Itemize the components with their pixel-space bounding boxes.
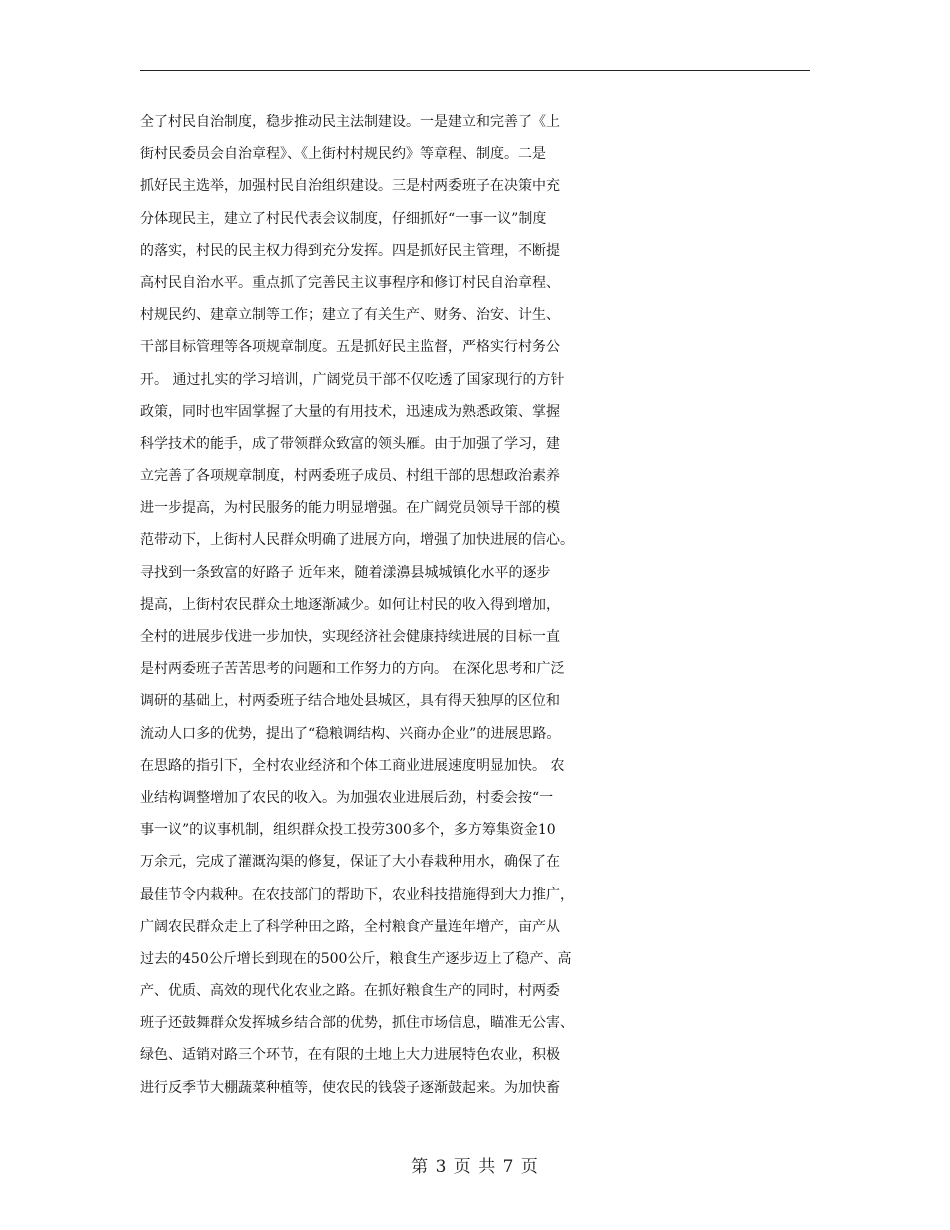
text-line: 产、优质、高效的现代化农业之路。在抓好粮食生产的同时，村两委 [140,983,560,1000]
text-line: 抓好民主选举，加强村民自治组织建设。三是村两委班子在决策中充 [140,178,560,195]
text-line: 立完善了各项规章制度，村两委班子成员、村组干部的思想政治素养 [140,468,560,485]
header-rule [140,70,810,71]
text-line: 的落实，村民的民主权力得到充分发挥。四是抓好民主管理，不断提 [140,242,560,259]
text-line: 提高，上街村农民群众土地逐渐减少。如何让村民的收入得到增加， [140,596,560,613]
text-line: 干部目标管理等各项规章制度。五是抓好民主监督，严格实行村务公 [140,339,560,356]
document-body [140,106,820,1104]
text-line: 分体现民主，建立了村民代表会议制度，仔细抓好“一事一议”制度 [140,210,547,227]
text-line: 全了村民自治制度，稳步推动民主法制建设。一是建立和完善了《上 [140,114,560,130]
text-line: 在思路的指引下，全村农业经济和个体工商业进展速度明显加快。 农 [140,757,565,774]
text-line: 科学技术的能手，成了带领群众致富的领头雁。由于加强了学习，建 [140,435,560,452]
text-line: 进一步提高，为村民服务的能力明显增强。在广阔党员领导干部的模 [140,500,560,517]
text-line: 过去的450公斤增长到现在的500公斤，粮食生产逐步迈上了稳产、高 [140,950,572,967]
text-line: 流动人口多的优势，提出了“稳粮调结构、兴商办企业”的进展思路。 [140,725,561,742]
text-line: 是村两委班子苦苦思考的问题和工作努力的方向。 在深化思考和广泛 [140,661,565,678]
text-line: 政策，同时也牢固掌握了大量的有用技术，迅速成为熟悉政策、掌握 [140,403,560,420]
text-line: 业结构调整增加了农民的收入。为加强农业进展后劲，村委会按“一 [140,789,554,806]
text-line: 开。 通过扎实的学习培训，广阔党员干部不仅吃透了国家现行的方针 [140,371,565,388]
page-number-footer: 第 3 页 共 7 页 [411,1157,539,1177]
text-line: 高村民自治水平。重点抓了完善民主议事程序和修订村民自治章程、 [140,274,560,291]
text-line: 街村民委员会自治章程》、《上街村村规民约》等章程、制度。二是 [140,146,546,163]
text-line: 范带动下，上街村人民群众明确了进展方向，增强了加快进展的信心。 [140,532,574,549]
text-line: 万余元，完成了灌溉沟渠的修复，保证了大小春栽种用水，确保了在 [140,854,560,871]
text-line: 寻找到一条致富的好路子 近年来，随着漾濞县城城镇化水平的逐步 [140,564,551,581]
text-line: 广阔农民群众走上了科学种田之路，全村粮食产量连年增产，亩产从 [140,918,560,935]
text-line: 进行反季节大棚蔬菜种植等，使农民的钱袋子逐渐鼓起来。为加快畜 [140,1079,560,1096]
text-line: 事一议”的议事机制，组织群众投工投劳300多个，多方筹集资金10 [140,822,556,839]
text-line: 班子还鼓舞群众发挥城乡结合部的优势，抓住市场信息，瞄准无公害、 [140,1015,574,1032]
text-line: 绿色、适销对路三个环节，在有限的土地上大力进展特色农业，积极 [140,1047,560,1064]
text-line: 调研的基础上，村两委班子结合地处县城区，具有得天独厚的区位和 [140,693,560,710]
text-line: 最佳节令内栽种。在农技部门的帮助下，农业科技措施得到大力推广， [140,886,574,903]
text-line: 全村的进展步伐进一步加快，实现经济社会健康持续进展的目标一直 [140,629,560,645]
text-line: 村规民约、建章立制等工作；建立了有关生产、财务、治安、计生、 [140,307,560,324]
